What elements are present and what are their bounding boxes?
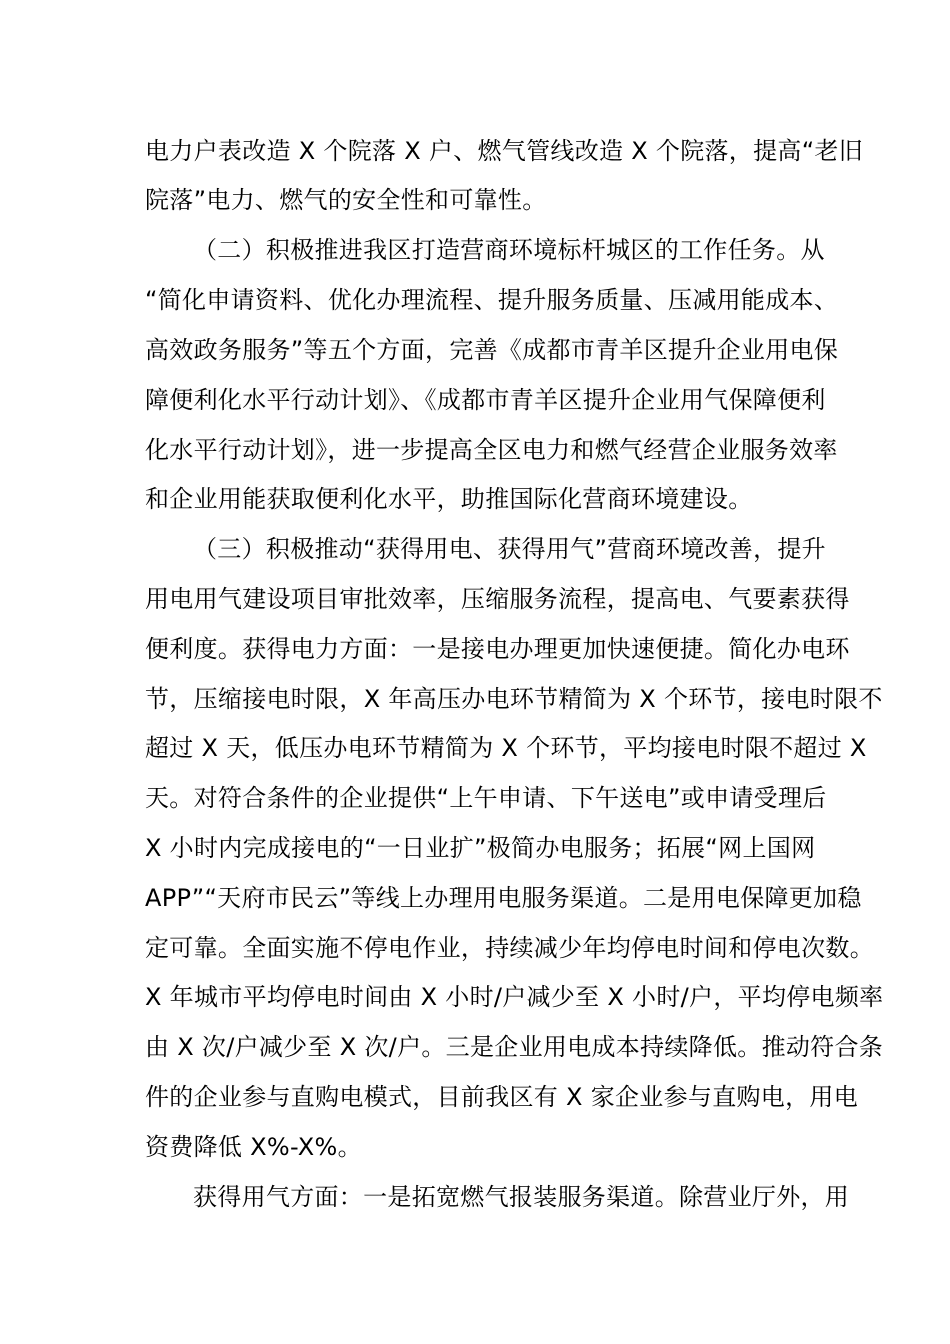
paragraph-start-line: 获得用气方面：一是拓宽燃气报装服务渠道。除营业厅外，用 <box>193 1183 850 1211</box>
text-line: X 年城市平均停电时间由 X 小时/户减少至 X 小时/户，平均停电频率 <box>145 983 884 1011</box>
text-line: APP”“天府市民云”等线上办理用电服务渠道。二是用电保障更加稳 <box>145 884 862 912</box>
text-line: 由 X 次/户减少至 X 次/户。三是企业用电成本持续降低。推动符合条 <box>145 1033 884 1061</box>
text-line: 天。对符合条件的企业提供“上午申请、下午送电”或申请受理后 <box>145 784 827 812</box>
text-line: 超过 X 天，低压办电环节精简为 X 个环节，平均接电时限不超过 X <box>145 734 867 762</box>
text-line: 定可靠。全面实施不停电作业，持续减少年均停电时间和停电次数。 <box>145 934 874 962</box>
text-line: X 小时内完成接电的“一日业扩”极简办电服务；拓展“网上国网 <box>145 834 816 862</box>
text-line: 化水平行动计划》，进一步提高全区电力和燃气经营企业服务效率 <box>145 436 838 464</box>
paragraph-start-line: （三）积极推动“获得用电、获得用气”营商环境改善，提升 <box>193 535 826 563</box>
text-line: 高效政务服务”等五个方面，完善《成都市青羊区提升企业用电保 <box>145 336 839 364</box>
text-line: “简化申请资料、优化办理流程、提升服务质量、压减用能成本、 <box>145 286 839 314</box>
paragraph-start-line: （二）积极推进我区打造营商环境标杆城区的工作任务。从 <box>193 236 825 264</box>
text-line: 和企业用能获取便利化水平，助推国际化营商环境建设。 <box>145 485 753 513</box>
text-line: 电力户表改造 X 个院落 X 户、燃气管线改造 X 个院落，提高“老旧 <box>145 137 864 165</box>
text-line: 院落”电力、燃气的安全性和可靠性。 <box>145 186 547 214</box>
text-line: 节，压缩接电时限，X 年高压办电环节精简为 X 个环节，接电时限不 <box>145 685 883 713</box>
text-line: 用电用气建设项目审批效率，压缩服务流程，提高电、气要素获得 <box>145 585 850 613</box>
text-line: 障便利化水平行动计划》、《成都市青羊区提升企业用气保障便利 <box>145 386 826 414</box>
text-line: 资费降低 X%-X%。 <box>145 1133 362 1161</box>
text-line: 便利度。获得电力方面：一是接电办理更加快速便捷。简化办电环 <box>145 635 850 663</box>
text-line: 件的企业参与直购电模式，目前我区有 X 家企业参与直购电，用电 <box>145 1083 858 1111</box>
